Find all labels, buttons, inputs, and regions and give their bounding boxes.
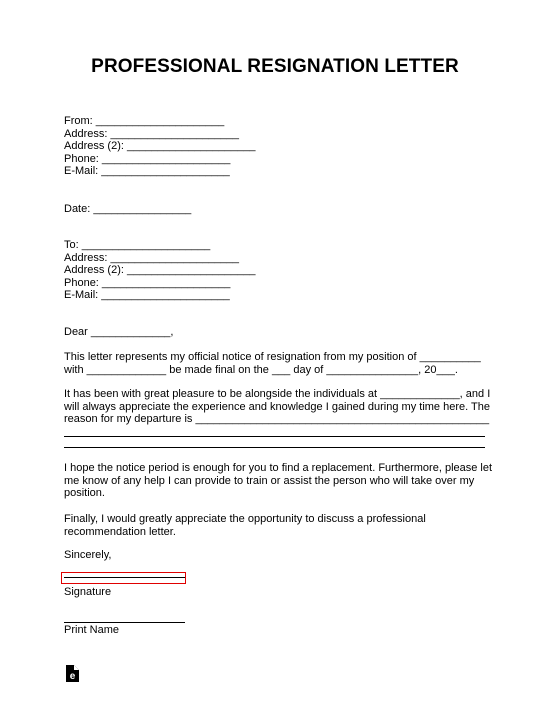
- from-address2-line: Address (2): _____________________: [64, 140, 256, 153]
- salutation: [64, 326, 173, 339]
- paragraph-line: It has been with great pleasure to be alongside the individuals at _____________, and I: [64, 388, 491, 400]
- from-phone-line: Phone: _____________________: [64, 152, 231, 165]
- paragraph-line: reason for my departure is ________________________________________________: [64, 413, 490, 426]
- paragraph-line: This letter represents my official notice of resignation from my position of __________: [64, 351, 481, 363]
- paragraph-line: will always appreciate the experience and knowledge I gained during my time here. The: [64, 400, 490, 413]
- print-name-line: [64, 622, 185, 623]
- signature-label: [64, 586, 111, 599]
- closing-text: Sincerely,: [64, 549, 112, 561]
- to-block: [64, 239, 255, 302]
- from-address-line: Address: _____________________: [64, 127, 239, 140]
- reason-blank-line: [64, 437, 485, 448]
- print-name-label: [64, 624, 119, 637]
- from-line: From: _____________________: [64, 115, 225, 127]
- paragraph-notice: [64, 351, 488, 376]
- from-block: [64, 115, 255, 178]
- e-document-logo-icon: [65, 665, 79, 682]
- from-email-line: E-Mail: _____________________: [64, 165, 230, 178]
- date-block: [64, 203, 191, 216]
- date-line: Date: ________________: [64, 203, 192, 215]
- to-address2-line: Address (2): _____________________: [64, 264, 256, 277]
- letter-title: PROFESSIONAL RESIGNATION LETTER: [91, 56, 459, 77]
- paragraph-notice-period: [64, 462, 493, 500]
- paragraph-line: I hope the notice period is enough for you to find a replacement. Furthermore, please let: [64, 462, 493, 474]
- to-email-line: E-Mail: _____________________: [64, 289, 230, 302]
- reason-blank-line: [64, 426, 485, 437]
- paragraph-line: recommendation letter.: [64, 525, 176, 538]
- paragraph-line: with _____________ be made final on the ___ day of _______________, 20___.: [64, 363, 458, 376]
- signature-field[interactable]: [61, 572, 186, 584]
- print-name-label-text: Print Name: [64, 624, 120, 636]
- svg-text:e: e: [69, 671, 76, 682]
- paragraph-line: Finally, I would greatly appreciate the opportunity to discuss a professional: [64, 513, 426, 525]
- to-phone-line: Phone: _____________________: [64, 276, 231, 289]
- to-line: To: _____________________: [64, 239, 211, 251]
- paragraph-reason: [64, 388, 491, 448]
- to-address-line: Address: _____________________: [64, 251, 239, 264]
- paragraph-line: position.: [64, 487, 105, 500]
- signature-label-text: Signature: [64, 586, 112, 598]
- closing: [64, 549, 111, 562]
- salutation-text: Dear _____________,: [64, 326, 174, 338]
- paragraph-line: me know of any help I can provide to train or assist the person who will take over my: [64, 474, 475, 487]
- paragraph-recommendation: [64, 513, 488, 538]
